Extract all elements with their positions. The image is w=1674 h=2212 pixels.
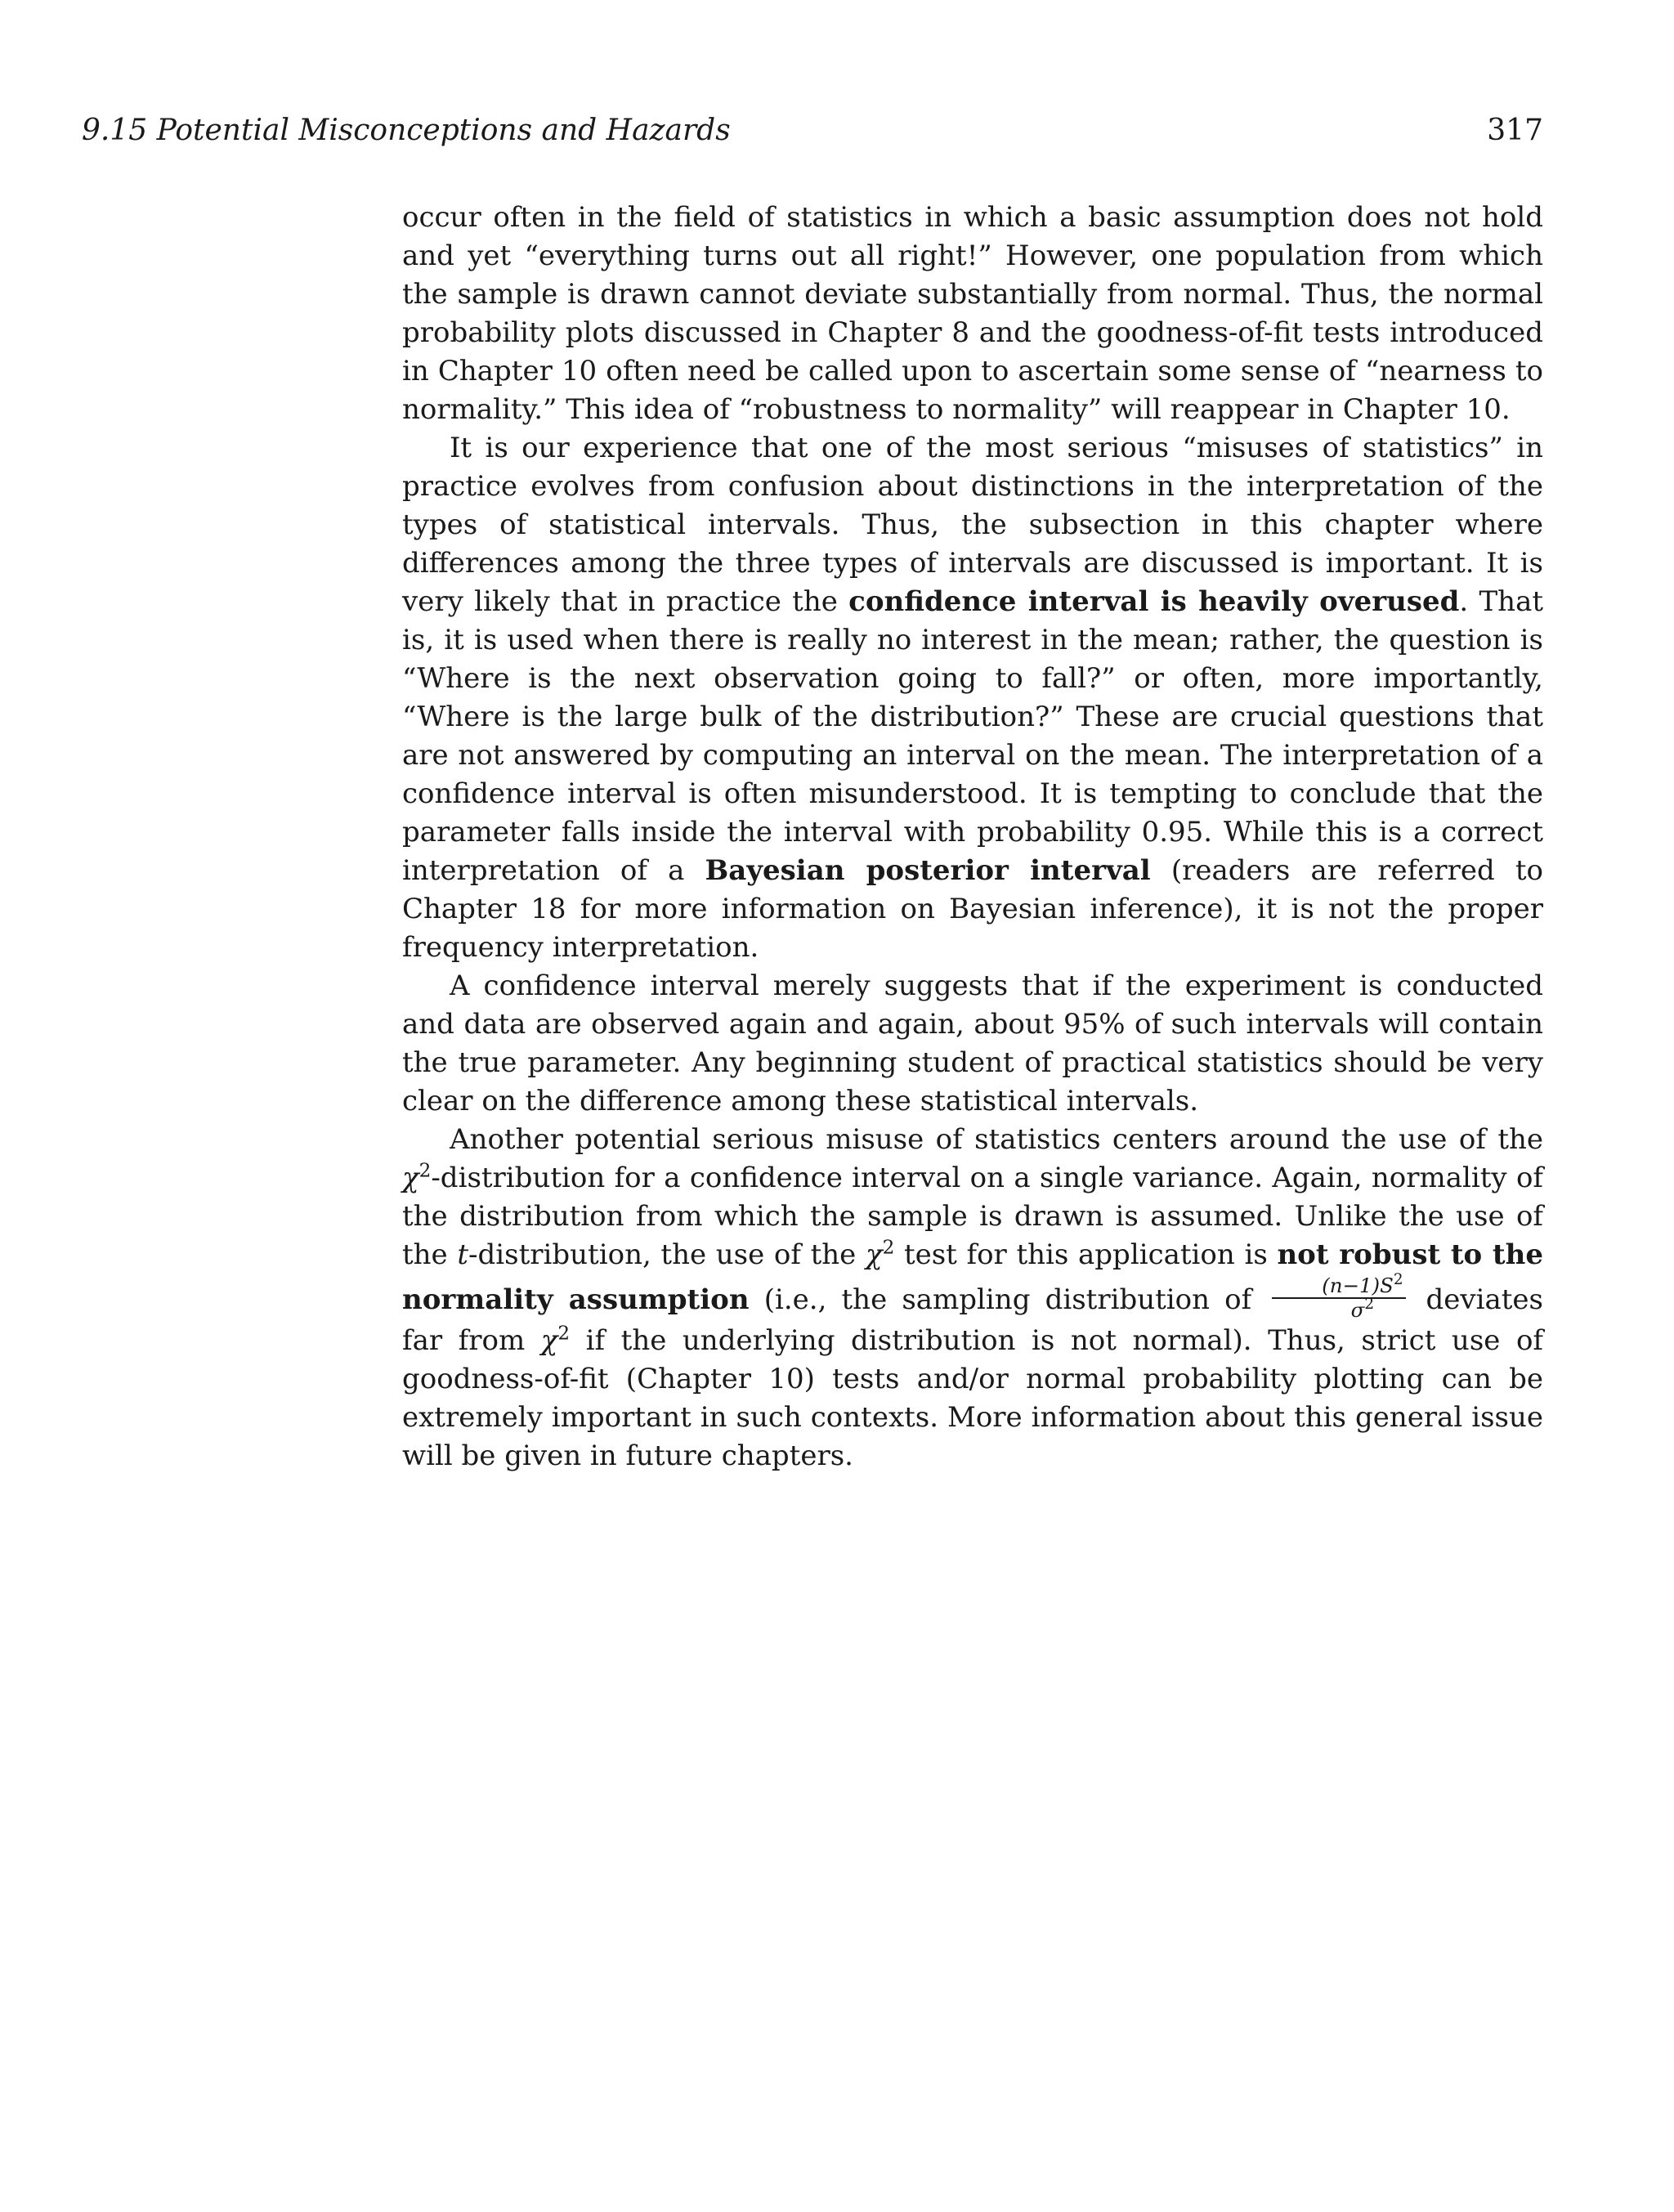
paragraph-text: -distribution, the use of the [468, 1238, 866, 1271]
paragraph-text: (i.e., the sampling distribution of [749, 1283, 1267, 1316]
body-text [402, 199, 1543, 1475]
variance-fraction [1272, 1270, 1405, 1323]
paragraph-text: . That is, it is used when there is really no interest in the mean; rather, the question is “Where is the next observation going to fall?” or often, more importantly, “Where is the large bulk of the distribution?” These are crucial questions that are not answered by computing an interval on the mean. The interpretation of a confidence interval is often misunderstood. It is tempting to conclude that the parameter falls inside the interval with probability 0.95. While this is a correct interpretation of a [402, 585, 1544, 887]
superscript-two: 2 [1364, 1296, 1375, 1314]
chi-symbol: χ [402, 1162, 419, 1194]
paragraph-text: It is our experience that one of the most serious “misuses of statistics” in practice evolves from confusion about distinctions in the interpretation of the types of statistical intervals. Thus, the subsection in this chapter where differences among the three types of intervals are discussed is important. It is very likely that in practice the [402, 432, 1543, 618]
superscript-two: 2 [418, 1160, 432, 1182]
paragraph-text: (readers are referred to Chapter 18 for more information on Bayesian inference), it is not the proper frequency interpretation. [402, 854, 1543, 964]
paragraph-text: -distribution for a confidence interval on a single variance. Again, normality of the distribution from which the sample is drawn is assumed. Unlike the use of the [402, 1162, 1543, 1271]
emphasis-confidence-overused: confidence interval is heavily overused [848, 585, 1460, 618]
chi-symbol: χ [865, 1238, 883, 1271]
paragraph-misuses [402, 429, 1543, 967]
emphasis-not-robust: not robust to the normality assumption [402, 1238, 1543, 1316]
t-variable: t [457, 1238, 469, 1271]
paragraph-text: deviates far from [402, 1283, 1544, 1358]
running-header [82, 111, 1543, 150]
superscript-two: 2 [1393, 1270, 1403, 1288]
paragraph-confidence-meaning: A confidence interval merely suggests that if the experiment is conducted and data are observed again and again, about 95% of such intervals will contain the true parameter. Any beginning student of practical statistics should be very clear on the difference among these statistical intervals. [402, 969, 1543, 1117]
numerator-text: (n−1)S [1322, 1274, 1394, 1297]
paragraph-text: test for this application is [894, 1238, 1278, 1271]
fraction-denominator [1272, 1296, 1405, 1323]
paragraph-text: Another potential serious misuse of statistics centers around the use of the [450, 1123, 1543, 1156]
superscript-two: 2 [557, 1323, 571, 1345]
section-title: 9.15 Potential Misconceptions and Hazards [82, 114, 731, 147]
emphasis-bayesian-posterior: Bayesian posterior interval [705, 854, 1151, 887]
fraction-numerator [1272, 1270, 1405, 1299]
paragraph-robustness: occur often in the field of statistics in which a basic assumption does not hold and yet “everything turns out all right!” However, one population from which the sample is drawn cannot deviate substantially from normal. Thus, the normal probability plots discussed in Chapter 8 and the goodness-of-fit tests introduced in Chapter 10 often need be called upon to ascertain some sense of “nearness to normality.” This idea of “robustness to normality” will reappear in Chapter 10. [402, 201, 1543, 426]
page-number: 317 [1487, 114, 1543, 147]
chi-symbol: χ [540, 1324, 558, 1358]
sigma-symbol: σ [1350, 1298, 1365, 1323]
paragraph-chi-square [402, 1121, 1543, 1475]
superscript-two: 2 [882, 1237, 895, 1259]
paragraph-text: if the underlying distribution is not normal). Thus, strict use of goodness-of-fit (Chapter 10) tests and/or normal probability plotting can be extremely important in such contexts. More information about this general issue will be given in future chapters. [402, 1324, 1543, 1473]
